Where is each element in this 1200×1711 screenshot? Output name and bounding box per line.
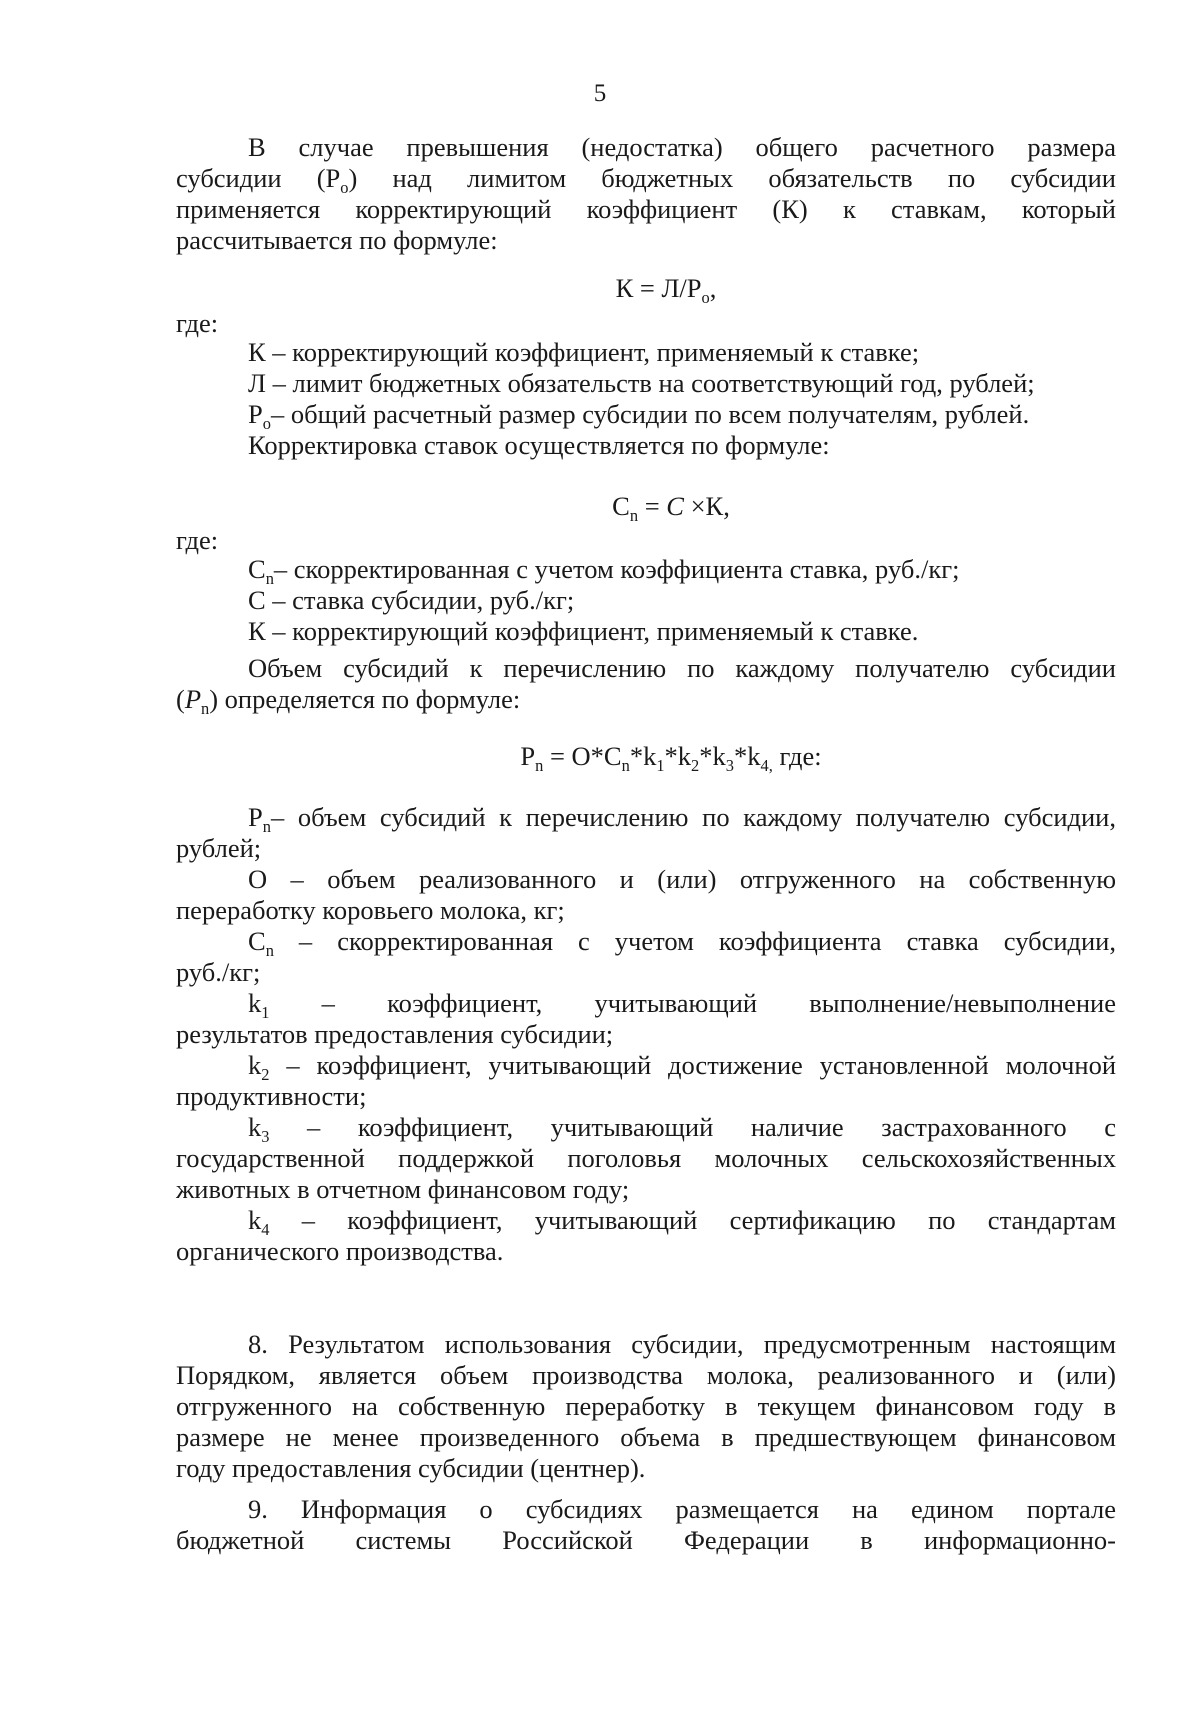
def-k-2: К – корректирующий коэффициент, применяемый к ставке. — [248, 616, 919, 646]
def-cn: $С_n-$ скорректированная с учетом коэффициента ставка, руб./кг; — [248, 554, 960, 588]
def-k3-line-3: животных в отчетном финансовом году; — [176, 1174, 630, 1204]
intro-paragraph — [176, 132, 1116, 256]
def-k4-line-2: органического производства. — [176, 1236, 504, 1266]
item-8-line-2: Порядком, является объем производства молока, реализованного и (или) — [176, 1360, 1116, 1390]
def-o-line-1: О – объем реализованного и (или) отгруженного на собственную — [248, 864, 1116, 894]
definitions-block-3 — [176, 802, 1116, 1267]
item-8-paragraph — [176, 1329, 1116, 1484]
def-k: К – корректирующий коэффициент, применяемый к ставке; — [248, 337, 920, 367]
def-c: С – ставка субсидии, руб./кг; — [248, 585, 575, 615]
def-o-line-2: переработку коровьего молока, кг; — [176, 895, 565, 925]
formula-subsidy-volume: $Р_n = О*С_n*k_1*k_2*k_3*k_{4,}$ где: — [520, 741, 822, 775]
def-pn-line-1: $Р_n-$ объем субсидий к перечислению по каждому получателю субсидии, — [248, 802, 1116, 836]
def-k2-line-1: $k_2$ – коэффициент, учитывающий достижение установленной молочной — [248, 1050, 1116, 1084]
def-limit: Л – лимит бюджетных обязательств на соответствующий год, рублей; — [248, 368, 1035, 398]
item-8-line-4: размере не менее произведенного объема в предшествующем финансовом — [176, 1422, 1116, 1452]
where-label-2: где: — [176, 525, 219, 555]
def-k4-line-1: $k_4$ – коэффициент, учитывающий сертификацию по стандартам — [248, 1205, 1116, 1239]
item-9-paragraph — [176, 1494, 1116, 1556]
formula-correction-coefficient: $К = Л/Р_о$, — [615, 273, 717, 307]
rate-adjustment-text: Корректировка ставок осуществляется по формуле: — [248, 430, 830, 460]
item-8-line-1: 8. Результатом использования субсидии, предусмотренным настоящим — [248, 1329, 1116, 1359]
intro-line-3: применяется корректирующий коэффициент (К) к ставкам, который — [176, 194, 1116, 224]
def-pn-line-2: рублей; — [176, 833, 262, 863]
def-cn2-line-1: $С_n$ – скорректированная с учетом коэффициента ставка субсидии, — [248, 926, 1116, 960]
def-cn2-line-2: руб./кг; — [176, 957, 261, 987]
def-k2-line-2: продуктивности; — [176, 1081, 367, 1111]
volume-line-2: $(Р_n)$ определяется по формуле: — [176, 684, 521, 718]
intro-line-1: В случае превышения (недостатка) общего расчетного размера — [248, 132, 1116, 162]
item-9-line-2: бюджетной системы Российской Федерации в информационно- — [176, 1525, 1116, 1555]
page-number: 5 — [593, 80, 607, 107]
item-8-line-5: году предоставления субсидии (центнер). — [176, 1453, 646, 1483]
intro-line-2: субсидии $(Р_о)$ над лимитом бюджетных обязательств по субсидии — [176, 163, 1116, 197]
where-label-1: где: — [176, 308, 219, 338]
intro-line-4: рассчитывается по формуле: — [176, 225, 498, 255]
item-9-line-1: 9. Информация о субсидиях размещается на едином портале — [248, 1494, 1116, 1524]
def-k1-line-1: $k_1$ – коэффициент, учитывающий выполнение/невыполнение — [248, 988, 1116, 1022]
item-8-line-3: отгруженного на собственную переработку в текущем финансовом году в — [176, 1391, 1116, 1421]
def-k1-line-2: результатов предоставления субсидии; — [176, 1019, 614, 1049]
def-k3-line-1: $k_3$ – коэффициент, учитывающий наличие застрахованного с — [248, 1112, 1116, 1146]
definitions-block-2 — [248, 554, 1116, 647]
formula-adjusted-rate: $С_n = С \times К$, — [612, 491, 730, 525]
def-k3-line-2: государственной поддержкой поголовья молочных сельскохозяйственных — [176, 1143, 1116, 1173]
volume-paragraph — [176, 653, 1116, 718]
def-po: $Р_о-$ общий расчетный размер субсидии по всем получателям, рублей. — [248, 399, 1030, 433]
definitions-block-1 — [248, 337, 1116, 461]
volume-line-1: Объем субсидий к перечислению по каждому получателю субсидии — [248, 653, 1116, 683]
